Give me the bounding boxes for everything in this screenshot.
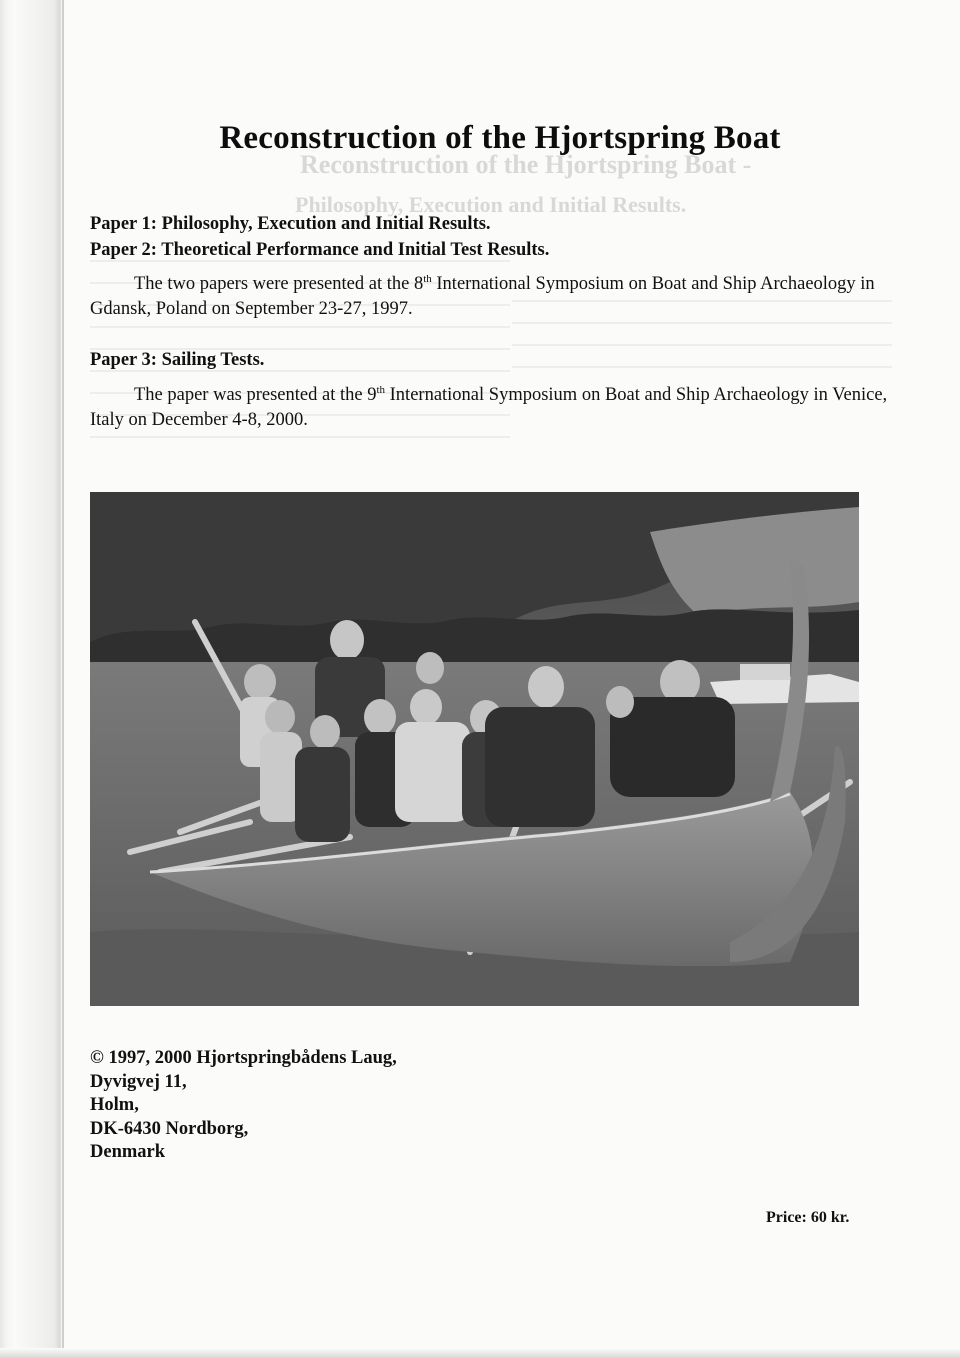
presentation-1-text-b: International Symposium on Boat and Ship Archaeology in Gdansk, Poland on September 23-27, 1997. (90, 274, 875, 319)
address-line: Denmark (90, 1142, 166, 1163)
show-through-title: Reconstruction of the Hjortspring Boat - (300, 150, 752, 179)
page-title: Reconstruction of the Hjortspring Boat (219, 120, 781, 156)
page-bottom-edge (0, 1348, 960, 1358)
paper-2-heading: Paper 2: Theoretical Performance and Initial Test Results. (90, 240, 550, 260)
presentation-1-text-a: The two papers were presented at the 8 (134, 274, 424, 294)
address-line: Dyvigvej 11, (90, 1071, 187, 1092)
price-label: Price: 60 kr. (766, 1209, 850, 1226)
presentation-2-sup: th (376, 384, 386, 396)
presentation-2-text-b: International Symposium on Boat and Ship Archaeology in Venice, Italy on December 4-8, 2000. (90, 385, 888, 430)
presentation-1-paragraph (90, 272, 902, 322)
address-line: Holm, (90, 1095, 139, 1116)
show-through-subtitle: Philosophy, Execution and Initial Results. (295, 192, 687, 217)
presentation-2-text-a: The paper was presented at the 9 (134, 385, 377, 405)
presentation-2-paragraph (90, 383, 902, 433)
paper-1-heading: Paper 1: Philosophy, Execution and Initial Results. (90, 214, 491, 234)
boat-photo-illustration (90, 492, 859, 1006)
paper-3-heading: Paper 3: Sailing Tests. (90, 350, 265, 370)
presentation-1-sup: th (423, 273, 432, 285)
binding-edge (0, 0, 62, 1358)
boat-crew-photo (90, 492, 859, 1006)
address-line: DK-6430 Nordborg, (90, 1118, 249, 1139)
copyright-address-block (90, 1047, 397, 1165)
address-line: © 1997, 2000 Hjortspringbådens Laug, (90, 1048, 397, 1068)
binding-line (62, 0, 64, 1358)
